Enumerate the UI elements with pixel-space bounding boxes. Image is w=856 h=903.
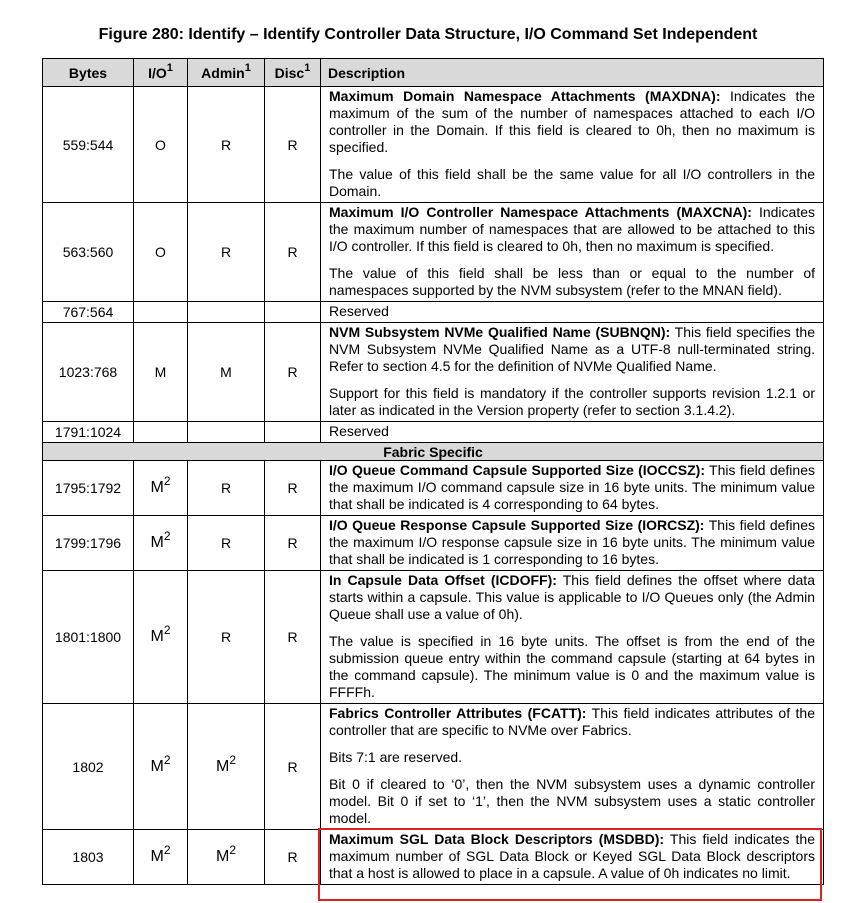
admin-footnote: 2 [229, 752, 236, 767]
header-row [43, 59, 824, 87]
io-value: M [150, 534, 164, 551]
field-title: Maximum SGL Data Block Descriptors (MSDBD): [329, 831, 665, 847]
header-disc-footnote: 1 [304, 61, 311, 74]
header-admin-label: Admin [201, 64, 245, 81]
bytes-cell: 1802 [43, 704, 134, 830]
io-footnote: 2 [163, 474, 171, 488]
field-text: This field defines the maximum I/O response capsule size in 16 byte units. The minimum value that shall be indicated is 1 corresponding to 16 bytes. [329, 517, 815, 567]
io-footnote: 2 [163, 623, 171, 637]
field-text: This field specifies the NVM Subsystem NVMe Qualified Name as a UTF-8 null-terminated string. Refer to section 4.5 for the definition of NVMe Qualified Name. [329, 324, 815, 374]
io-value: M [150, 848, 164, 865]
description-cell [321, 302, 824, 323]
admin-cell: R [188, 461, 265, 516]
io-footnote: 2 [163, 752, 171, 767]
table-row [43, 323, 824, 422]
header-io-footnote: 1 [166, 61, 173, 74]
field-note: The value of this field shall be the same value for all I/O controllers in the Domain. [329, 166, 815, 199]
field-text: Reserved [329, 303, 389, 319]
field-note: Bit 0 if cleared to ‘0’, then the NVM subsystem uses a dynamic controller model. Bit 0 if set to ‘1’, then the NVM subsystem uses a static controller model. [329, 776, 815, 826]
bytes-cell: 1803 [43, 830, 134, 885]
table-row [43, 516, 824, 571]
table-row [43, 704, 824, 830]
field-note: The value of this field shall be less than or equal to the number of namespaces supported by the NVM subsystem (refer to the MNAN field). [329, 265, 815, 298]
admin-cell [188, 422, 265, 443]
field-title: In Capsule Data Offset (ICDOFF): [329, 572, 557, 588]
io-cell [134, 461, 188, 516]
field-title: Fabrics Controller Attributes (FCATT): [329, 705, 587, 721]
io-cell [134, 571, 188, 704]
admin-value: M [215, 757, 230, 775]
admin-cell [188, 830, 265, 885]
admin-cell [188, 704, 265, 830]
io-value: M [150, 479, 164, 496]
field-title: I/O Queue Response Capsule Supported Size (IORCSZ): [329, 517, 705, 533]
table-row [43, 571, 824, 704]
field-text: This field defines the maximum I/O command capsule size in 16 byte units. The minimum value that shall be indicated is 4 corresponding to 64 bytes. [329, 462, 815, 512]
disc-cell: R [265, 203, 321, 302]
disc-cell [265, 302, 321, 323]
disc-cell: R [265, 704, 321, 830]
header-admin [188, 59, 265, 87]
field-title: I/O Queue Command Capsule Supported Size (IOCCSZ): [329, 462, 705, 478]
description-cell [321, 422, 824, 443]
disc-cell [265, 422, 321, 443]
field-text: This field indicates attributes of the controller that are specific to NVMe over Fabrics. [329, 705, 815, 738]
bytes-cell: 1795:1792 [43, 461, 134, 516]
io-cell [134, 516, 188, 571]
disc-cell: R [265, 323, 321, 422]
description-cell [321, 461, 824, 516]
section-row [43, 443, 824, 461]
admin-cell: R [188, 571, 265, 704]
description-cell [321, 516, 824, 571]
bytes-cell: 767:564 [43, 302, 134, 323]
table-row [43, 203, 824, 302]
admin-cell: M [188, 323, 265, 422]
admin-cell: R [188, 516, 265, 571]
description-cell [321, 704, 824, 830]
field-note: Bits 7:1 are reserved. [329, 749, 463, 765]
identify-controller-table [42, 58, 824, 885]
field-note: The value is specified in 16 byte units. The offset is from the end of the submission queue entry within the command capsule (starting at 64 bytes in the command capsule). The minimum value is 0 and the maximum value is FFFFh. [329, 633, 815, 700]
io-footnote: 2 [163, 843, 171, 857]
description-cell [321, 87, 824, 203]
io-cell: O [134, 203, 188, 302]
field-text: Indicates the maximum of the sum of the number of namespaces attached to each I/O controller in the Domain. If this field is cleared to 0h, then no maximum is specified. [329, 88, 815, 155]
bytes-cell: 563:560 [43, 203, 134, 302]
header-bytes [43, 59, 134, 87]
header-disc-label: Disc [274, 64, 305, 81]
field-note: Support for this field is mandatory if the controller supports revision 1.2.1 or later as indicated in the Version property (refer to section 3.1.4.2). [329, 385, 815, 418]
disc-cell: R [265, 830, 321, 885]
bytes-cell: 1799:1796 [43, 516, 134, 571]
io-value: M [150, 757, 164, 775]
admin-cell: R [188, 203, 265, 302]
disc-cell: R [265, 571, 321, 704]
bytes-cell: 559:544 [43, 87, 134, 203]
header-io-label: I/O [148, 64, 167, 81]
header-description-label: Description [328, 64, 406, 81]
disc-cell: R [265, 516, 321, 571]
admin-cell: R [188, 87, 265, 203]
field-text: Reserved [329, 423, 389, 439]
figure-title: Figure 280: Identify – Identify Controller Data Structure, I/O Command Set Independent [98, 26, 758, 43]
bytes-cell: 1801:1800 [43, 571, 134, 704]
section-label: Fabric Specific [43, 443, 824, 461]
field-title: Maximum I/O Controller Namespace Attachments (MAXCNA): [329, 204, 752, 220]
description-cell [321, 203, 824, 302]
admin-cell [188, 302, 265, 323]
field-title: Maximum Domain Namespace Attachments (MAXDNA): [329, 88, 721, 104]
io-cell: M [134, 323, 188, 422]
field-title: NVM Subsystem NVMe Qualified Name (SUBNQN): [329, 324, 671, 340]
table-row [43, 422, 824, 443]
bytes-cell: 1023:768 [43, 323, 134, 422]
admin-value: M [215, 848, 230, 865]
description-cell [321, 830, 824, 885]
header-bytes-label: Bytes [68, 64, 108, 81]
description-cell [321, 571, 824, 704]
header-io [134, 59, 188, 87]
table-row [43, 830, 824, 885]
disc-cell: R [265, 461, 321, 516]
disc-cell: R [265, 87, 321, 203]
description-cell [321, 323, 824, 422]
io-cell [134, 302, 188, 323]
table-row [43, 302, 824, 323]
table-row [43, 461, 824, 516]
field-text: This field defines the offset where data starts within a capsule. This value is applicable to I/O Queues only (the Admin Queue shall use a value of 0h). [329, 572, 815, 622]
header-description [321, 59, 824, 87]
table-row [43, 87, 824, 203]
header-disc [265, 59, 321, 87]
io-cell [134, 422, 188, 443]
io-value: M [150, 628, 164, 645]
io-footnote: 2 [163, 529, 171, 543]
io-cell [134, 704, 188, 830]
header-admin-footnote: 1 [244, 61, 251, 74]
field-text: Indicates the maximum number of namespaces that are allowed to be attached to this I/O controller. If this field is cleared to 0h, then no maximum is specified. [329, 204, 815, 254]
io-cell [134, 830, 188, 885]
field-text: This field indicates the maximum number of SGL Data Block or Keyed SGL Data Block descriptors that a host is allowed to place in a capsule. A value of 0h indicates no limit. [329, 831, 816, 881]
io-cell: O [134, 87, 188, 203]
bytes-cell: 1791:1024 [43, 422, 134, 443]
admin-footnote: 2 [229, 843, 236, 857]
